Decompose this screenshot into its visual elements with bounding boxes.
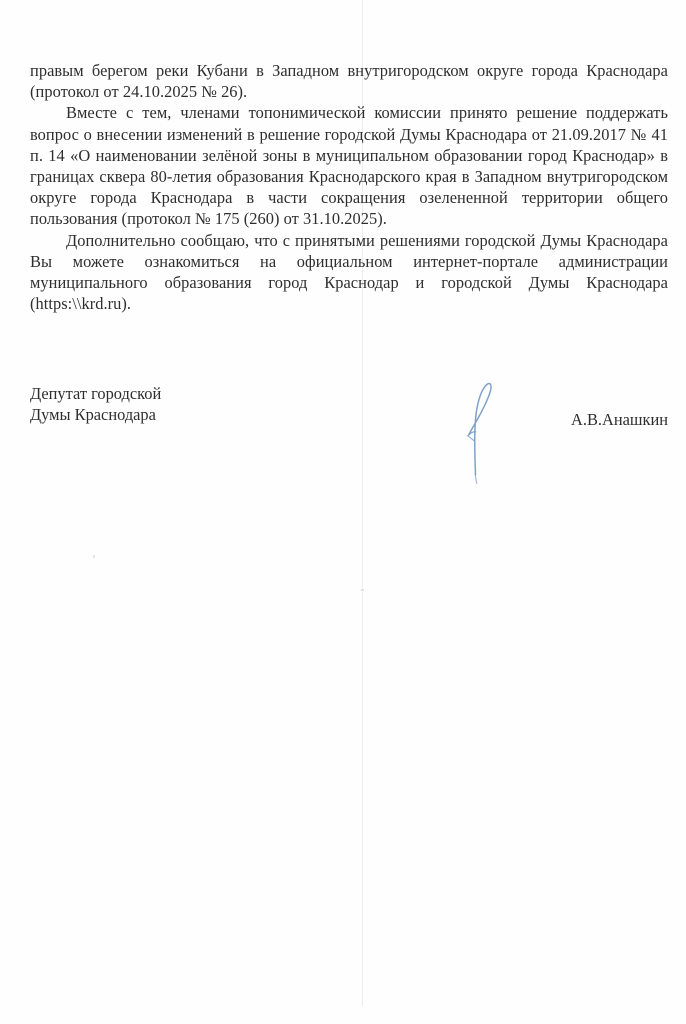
- paragraph-commission-decision: Вместе с тем, членами топонимической комиссии принято решение поддержать вопрос о внесении изменений в решение городской Думы Краснодара от 21.09.2017 № 41 п. 14 «О наименовании зелёной зоны в муниципальном образовании город Краснодар» в границах сквера 80-летия образования Краснодарского края в Западном внутригородском округе города Краснодара в части сокращения озелененной территории общего пользования (протокол № 175 (260) от 31.10.2025).: [30, 103, 668, 229]
- signatory-name: А.В.Анашкин: [571, 410, 668, 429]
- handwritten-signature-icon: [445, 375, 515, 485]
- paragraph-continuation: правым берегом реки Кубани в Западном внутригородском округе города Краснодара (протокол от 24.10.2025 № 26).: [30, 61, 668, 102]
- document-body: [30, 60, 668, 314]
- signatory-role-line-2: Думы Краснодара: [30, 405, 156, 425]
- signature-block: [30, 383, 668, 483]
- scan-artifact-speck: [361, 589, 364, 591]
- signatory-role-line-1: Депутат городской: [30, 384, 162, 403]
- scan-artifact-speck: [93, 555, 95, 558]
- paragraph-additional-info: Дополнительно сообщаю, что с принятыми решениями городской Думы Краснодара Вы можете ознакомиться на официальном интернет-портале администрации муниципального образования город Краснодар и городской Думы Краснодара (https:\\krd.ru).: [30, 230, 668, 314]
- signatory-role: [30, 383, 161, 425]
